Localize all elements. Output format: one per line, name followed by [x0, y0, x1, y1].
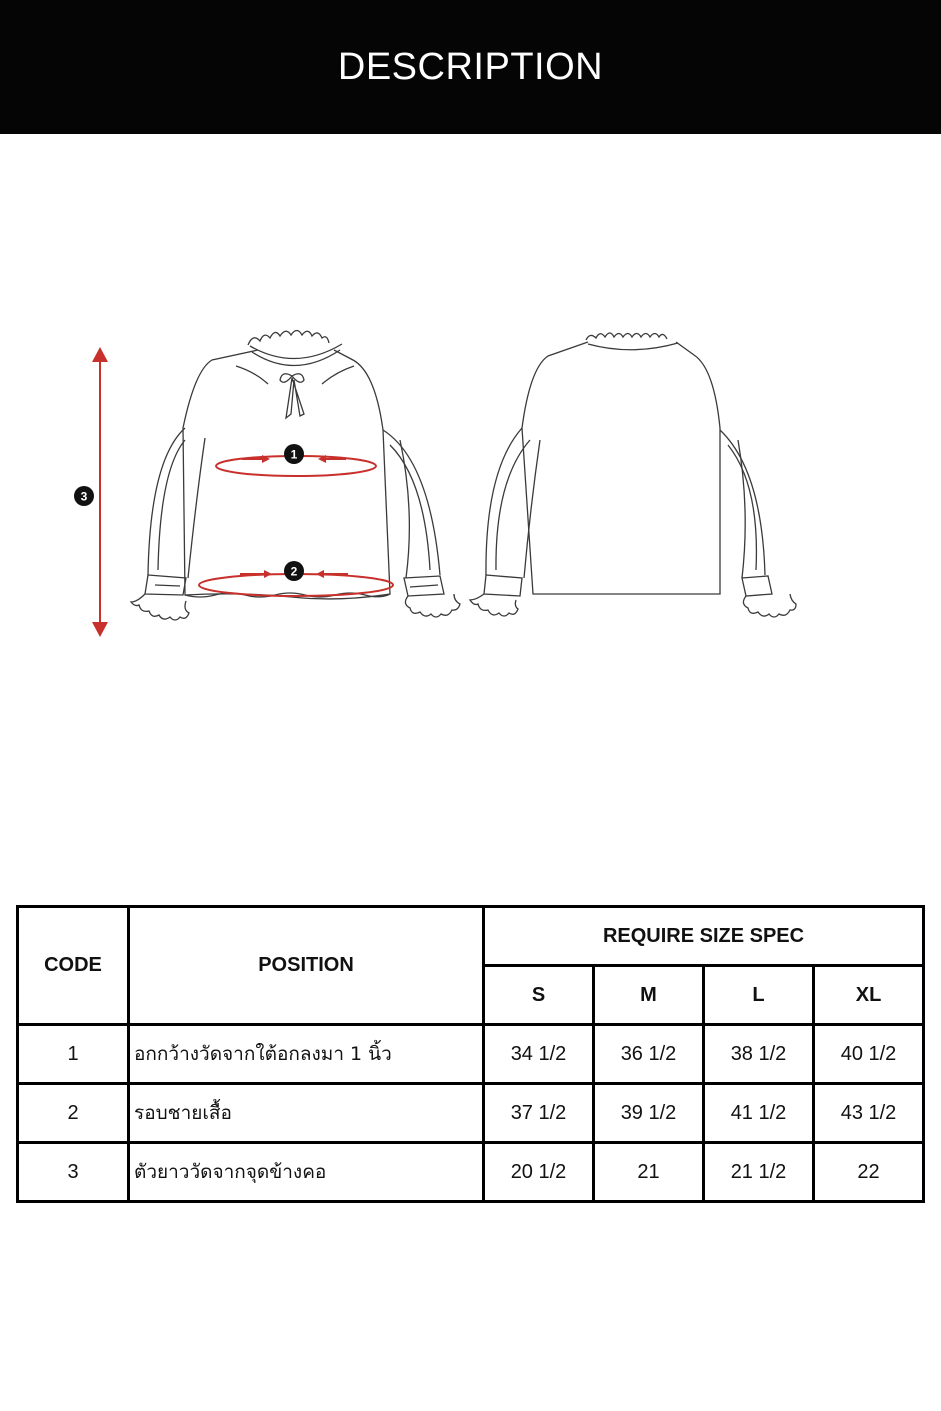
row-position: อกกว้างวัดจากใต้อกลงมา 1 นิ้ว: [129, 1025, 484, 1084]
row-position: ตัวยาววัดจากจุดข้างคอ: [129, 1143, 484, 1202]
row-code: 3: [18, 1143, 129, 1202]
cell-size-xl: 40 1/2: [814, 1025, 924, 1084]
cell-size-s: 34 1/2: [484, 1025, 594, 1084]
cell-size-l: 38 1/2: [704, 1025, 814, 1084]
back-view: [470, 333, 796, 617]
cell-size-m: 36 1/2: [594, 1025, 704, 1084]
cell-size-l: 41 1/2: [704, 1084, 814, 1143]
cell-size-s: 20 1/2: [484, 1143, 594, 1202]
table-row: [18, 1025, 924, 1084]
size-spec-table: [16, 905, 925, 1203]
table-row: [18, 1143, 924, 1202]
cell-size-xl: 22: [814, 1143, 924, 1202]
row-code: 1: [18, 1025, 129, 1084]
header-size-s: S: [484, 966, 594, 1025]
table-row: [18, 1084, 924, 1143]
row-position: รอบชายเสื้อ: [129, 1084, 484, 1143]
header-size-spec: REQUIRE SIZE SPEC: [484, 907, 924, 966]
row-code: 2: [18, 1084, 129, 1143]
cell-size-l: 21 1/2: [704, 1143, 814, 1202]
header-size-m: M: [594, 966, 704, 1025]
garment-illustration: [0, 300, 941, 660]
marker-3-label: 3: [80, 489, 88, 504]
header-size-l: L: [704, 966, 814, 1025]
cell-size-s: 37 1/2: [484, 1084, 594, 1143]
header-position: POSITION: [129, 907, 484, 1025]
cell-size-m: 39 1/2: [594, 1084, 704, 1143]
header-size-xl: XL: [814, 966, 924, 1025]
header-bar: [0, 0, 941, 134]
header-code: CODE: [18, 907, 129, 1025]
cell-size-xl: 43 1/2: [814, 1084, 924, 1143]
cell-size-m: 21: [594, 1143, 704, 1202]
marker-2-label: 2: [290, 564, 298, 579]
marker-1-label: 1: [290, 447, 298, 462]
page-title: DESCRIPTION: [337, 45, 604, 88]
